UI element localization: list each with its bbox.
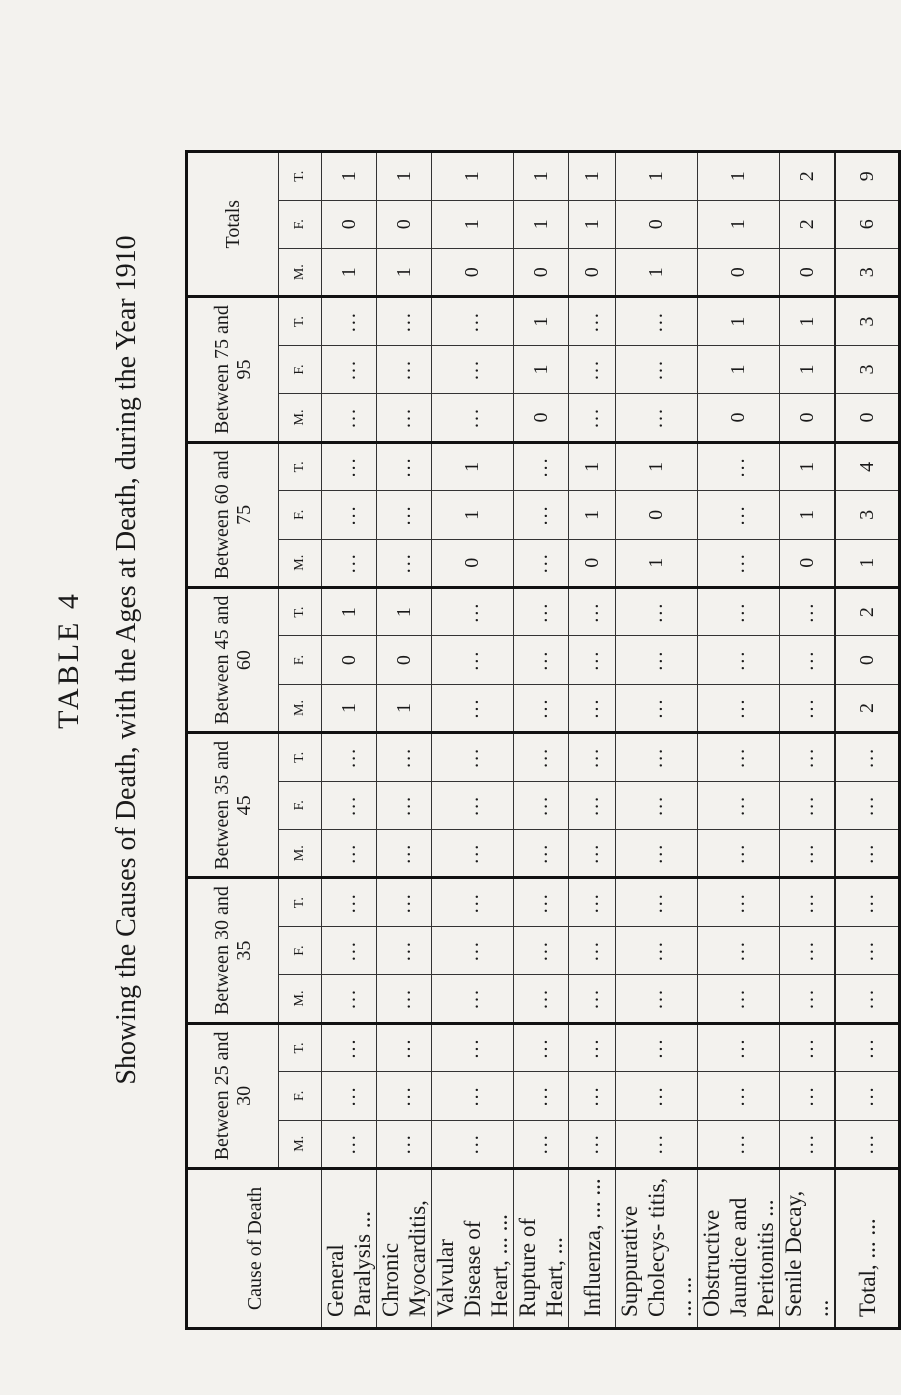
value-cell: ... [616, 781, 698, 829]
value-cell: 0 [569, 539, 616, 587]
value-cell: 9 [835, 152, 900, 201]
value-cell: ... [377, 345, 432, 393]
value-cell: 0 [698, 394, 780, 442]
value-cell: 2 [780, 152, 836, 201]
value-cell: 1 [514, 200, 569, 248]
value-cell: 1 [780, 491, 836, 539]
value-cell: ... [377, 539, 432, 587]
value-cell: ... [616, 975, 698, 1023]
value-cell: ... [514, 926, 569, 974]
value-cell: 1 [377, 684, 432, 732]
value-cell: 6 [835, 200, 900, 248]
value-cell: 1 [780, 442, 836, 490]
value-cell: 2 [835, 587, 900, 635]
value-cell: ... [835, 830, 900, 878]
value-cell: 1 [377, 152, 432, 201]
value-cell: ... [698, 442, 780, 490]
value-cell: ... [616, 1023, 698, 1071]
value-cell: ... [432, 878, 514, 926]
sex-header-row [279, 152, 322, 1329]
sex-header-m: M. [279, 394, 322, 442]
age-group-header: Totals [187, 152, 279, 297]
value-cell: ... [569, 587, 616, 635]
value-cell: ... [322, 1023, 377, 1071]
value-cell: ... [514, 491, 569, 539]
value-cell: ... [616, 297, 698, 345]
value-cell: 1 [698, 345, 780, 393]
value-cell: ... [698, 636, 780, 684]
value-cell: ... [322, 1120, 377, 1168]
value-cell: ... [569, 878, 616, 926]
cause-cell: Obstructive Jaundice and Peritonitis ... [698, 1169, 780, 1329]
value-cell: ... [432, 975, 514, 1023]
total-row [835, 152, 900, 1329]
table-subtitle: Showing the Causes of Death, with the Ages at Death, during the Year 1910 [111, 235, 142, 1085]
value-cell: 1 [322, 684, 377, 732]
value-cell: ... [514, 830, 569, 878]
value-cell: ... [514, 878, 569, 926]
value-cell: 2 [780, 200, 836, 248]
value-cell: ... [569, 975, 616, 1023]
value-cell: ... [616, 926, 698, 974]
value-cell: ... [514, 587, 569, 635]
value-cell: ... [432, 733, 514, 781]
value-cell: ... [780, 1120, 836, 1168]
value-cell: ... [514, 442, 569, 490]
value-cell: 1 [616, 442, 698, 490]
value-cell: 1 [569, 442, 616, 490]
value-cell: ... [569, 926, 616, 974]
table-label: TABLE 4 [52, 591, 85, 729]
table-row [514, 152, 569, 1329]
cause-cell: Valvular Disease of Heart, ... ... [432, 1169, 514, 1329]
value-cell: ... [432, 684, 514, 732]
value-cell: ... [377, 733, 432, 781]
value-cell: 1 [322, 152, 377, 201]
sex-header-f: F. [279, 636, 322, 684]
value-cell: 0 [780, 248, 836, 296]
value-cell: 1 [780, 297, 836, 345]
value-cell: ... [514, 1120, 569, 1168]
value-cell: 0 [377, 200, 432, 248]
value-cell: ... [698, 1072, 780, 1120]
value-cell: 1 [432, 491, 514, 539]
value-cell: ... [432, 1072, 514, 1120]
value-cell: ... [432, 1023, 514, 1071]
value-cell: ... [432, 926, 514, 974]
sex-header-m: M. [279, 539, 322, 587]
value-cell: ... [322, 1072, 377, 1120]
age-group-header: Between 75 and 95 [187, 297, 279, 442]
value-cell: 1 [432, 200, 514, 248]
value-cell: 1 [569, 491, 616, 539]
value-cell: ... [835, 1072, 900, 1120]
group-header-row [187, 152, 279, 1329]
sex-header-t: T. [279, 442, 322, 490]
value-cell: ... [514, 781, 569, 829]
value-cell: 0 [780, 394, 836, 442]
value-cell: 0 [569, 248, 616, 296]
age-group-header: Between 60 and 75 [187, 442, 279, 587]
value-cell: ... [569, 297, 616, 345]
value-cell: ... [322, 345, 377, 393]
value-cell: ... [377, 297, 432, 345]
value-cell: ... [322, 781, 377, 829]
value-cell: ... [835, 1023, 900, 1071]
value-cell: ... [432, 587, 514, 635]
value-cell: ... [616, 878, 698, 926]
table-row [616, 152, 698, 1329]
value-cell: ... [514, 733, 569, 781]
value-cell: ... [569, 733, 616, 781]
value-cell: ... [698, 1023, 780, 1071]
value-cell: ... [569, 684, 616, 732]
sex-header-t: T. [279, 297, 322, 345]
value-cell: 1 [514, 152, 569, 201]
age-group-header: Between 45 and 60 [187, 587, 279, 732]
value-cell: ... [780, 587, 836, 635]
sex-header-m: M. [279, 1120, 322, 1168]
value-cell: ... [698, 587, 780, 635]
value-cell: 1 [616, 248, 698, 296]
sex-header-f: F. [279, 345, 322, 393]
sex-header-f: F. [279, 491, 322, 539]
table-row [780, 152, 836, 1329]
value-cell: ... [377, 1072, 432, 1120]
value-cell: 1 [698, 200, 780, 248]
sex-header-t: T. [279, 152, 322, 201]
value-cell: ... [377, 830, 432, 878]
value-cell: ... [780, 781, 836, 829]
value-cell: ... [569, 1023, 616, 1071]
value-cell: 0 [377, 636, 432, 684]
value-cell: ... [432, 781, 514, 829]
value-cell: 3 [835, 297, 900, 345]
age-group-header: Between 30 and 35 [187, 878, 279, 1023]
value-cell: ... [780, 636, 836, 684]
value-cell: ... [616, 830, 698, 878]
table-row [698, 152, 780, 1329]
sex-header-t: T. [279, 587, 322, 635]
value-cell: ... [377, 491, 432, 539]
value-cell: ... [780, 975, 836, 1023]
value-cell: 1 [514, 345, 569, 393]
sex-header-t: T. [279, 733, 322, 781]
value-cell: ... [835, 926, 900, 974]
value-cell: ... [616, 1072, 698, 1120]
value-cell: ... [322, 491, 377, 539]
value-cell: 1 [432, 442, 514, 490]
table-row [377, 152, 432, 1329]
value-cell: ... [780, 733, 836, 781]
value-cell: ... [377, 394, 432, 442]
value-cell: ... [377, 442, 432, 490]
value-cell: ... [698, 830, 780, 878]
value-cell: ... [432, 1120, 514, 1168]
value-cell: 4 [835, 442, 900, 490]
value-cell: 0 [698, 248, 780, 296]
cause-cell: Senile Decay, ... [780, 1169, 836, 1329]
value-cell: ... [616, 587, 698, 635]
table-row [432, 152, 514, 1329]
sex-header-m: M. [279, 830, 322, 878]
value-cell: ... [780, 926, 836, 974]
value-cell: ... [322, 733, 377, 781]
cause-column-header: Cause of Death [187, 1169, 322, 1329]
value-cell: 1 [377, 248, 432, 296]
value-cell: ... [569, 1072, 616, 1120]
value-cell: 0 [616, 491, 698, 539]
value-cell: ... [432, 345, 514, 393]
cause-cell: Rupture of Heart, ... [514, 1169, 569, 1329]
value-cell: ... [432, 830, 514, 878]
value-cell: ... [698, 878, 780, 926]
sex-header-f: F. [279, 200, 322, 248]
value-cell: ... [432, 297, 514, 345]
value-cell: ... [698, 781, 780, 829]
value-cell: ... [780, 830, 836, 878]
value-cell: ... [514, 636, 569, 684]
value-cell: 0 [322, 200, 377, 248]
sex-header-f: F. [279, 1072, 322, 1120]
value-cell: ... [432, 394, 514, 442]
age-group-header: Between 35 and 45 [187, 733, 279, 878]
value-cell: ... [698, 684, 780, 732]
value-cell: 1 [698, 152, 780, 201]
value-cell: ... [322, 394, 377, 442]
cause-cell: Total, ... ... [835, 1169, 900, 1329]
cause-cell: Chronic Myocarditis, [377, 1169, 432, 1329]
value-cell: ... [322, 975, 377, 1023]
value-cell: ... [698, 539, 780, 587]
value-cell: ... [377, 878, 432, 926]
value-cell: 0 [432, 539, 514, 587]
value-cell: 1 [616, 152, 698, 201]
table-row [569, 152, 616, 1329]
value-cell: ... [322, 539, 377, 587]
value-cell: ... [780, 684, 836, 732]
value-cell: 0 [514, 394, 569, 442]
value-cell: 1 [835, 539, 900, 587]
value-cell: ... [780, 1072, 836, 1120]
value-cell: 1 [780, 345, 836, 393]
value-cell: 0 [835, 394, 900, 442]
value-cell: ... [698, 491, 780, 539]
value-cell: ... [616, 345, 698, 393]
sex-header-m: M. [279, 975, 322, 1023]
value-cell: ... [377, 781, 432, 829]
value-cell: ... [514, 539, 569, 587]
value-cell: ... [377, 975, 432, 1023]
cause-cell: Influenza, ... ... [569, 1169, 616, 1329]
value-cell: 0 [432, 248, 514, 296]
value-cell: ... [514, 975, 569, 1023]
value-cell: 1 [569, 152, 616, 201]
value-cell: ... [377, 926, 432, 974]
value-cell: ... [322, 878, 377, 926]
cause-cell: Suppurative Cholecys- titis, ... ... [616, 1169, 698, 1329]
sex-header-f: F. [279, 926, 322, 974]
value-cell: 3 [835, 491, 900, 539]
value-cell: ... [569, 830, 616, 878]
causes-of-death-table [185, 150, 901, 1330]
value-cell: ... [514, 1072, 569, 1120]
value-cell: ... [569, 345, 616, 393]
sex-header-t: T. [279, 1023, 322, 1071]
value-cell: ... [569, 781, 616, 829]
value-cell: ... [514, 1023, 569, 1071]
value-cell: ... [322, 297, 377, 345]
value-cell: ... [322, 926, 377, 974]
value-cell: ... [569, 394, 616, 442]
value-cell: ... [616, 733, 698, 781]
value-cell: ... [569, 1120, 616, 1168]
value-cell: ... [780, 878, 836, 926]
value-cell: ... [616, 684, 698, 732]
value-cell: ... [432, 636, 514, 684]
value-cell: ... [322, 442, 377, 490]
value-cell: 1 [698, 297, 780, 345]
value-cell: ... [616, 1120, 698, 1168]
value-cell: ... [698, 926, 780, 974]
cause-cell: General Paralysis ... [322, 1169, 377, 1329]
sex-header-m: M. [279, 248, 322, 296]
value-cell: ... [616, 394, 698, 442]
value-cell: 1 [322, 587, 377, 635]
value-cell: ... [322, 830, 377, 878]
value-cell: 1 [514, 297, 569, 345]
value-cell: 0 [616, 200, 698, 248]
sex-header-m: M. [279, 684, 322, 732]
value-cell: ... [377, 1023, 432, 1071]
sex-header-t: T. [279, 878, 322, 926]
value-cell: ... [514, 684, 569, 732]
value-cell: ... [377, 1120, 432, 1168]
value-cell: 3 [835, 248, 900, 296]
value-cell: 1 [377, 587, 432, 635]
value-cell: 0 [514, 248, 569, 296]
value-cell: 1 [432, 152, 514, 201]
value-cell: ... [835, 975, 900, 1023]
value-cell: 3 [835, 345, 900, 393]
value-cell: 2 [835, 684, 900, 732]
value-cell: 0 [780, 539, 836, 587]
value-cell: ... [835, 781, 900, 829]
value-cell: ... [698, 733, 780, 781]
value-cell: 1 [322, 248, 377, 296]
value-cell: ... [780, 1023, 836, 1071]
value-cell: 0 [322, 636, 377, 684]
value-cell: 1 [569, 200, 616, 248]
value-cell: ... [616, 636, 698, 684]
age-group-header: Between 25 and 30 [187, 1023, 279, 1168]
sex-header-f: F. [279, 781, 322, 829]
table-row [322, 152, 377, 1329]
value-cell: ... [698, 1120, 780, 1168]
value-cell: ... [569, 636, 616, 684]
value-cell: 1 [616, 539, 698, 587]
value-cell: ... [835, 733, 900, 781]
value-cell: 0 [835, 636, 900, 684]
value-cell: ... [698, 975, 780, 1023]
value-cell: ... [835, 878, 900, 926]
value-cell: ... [835, 1120, 900, 1168]
